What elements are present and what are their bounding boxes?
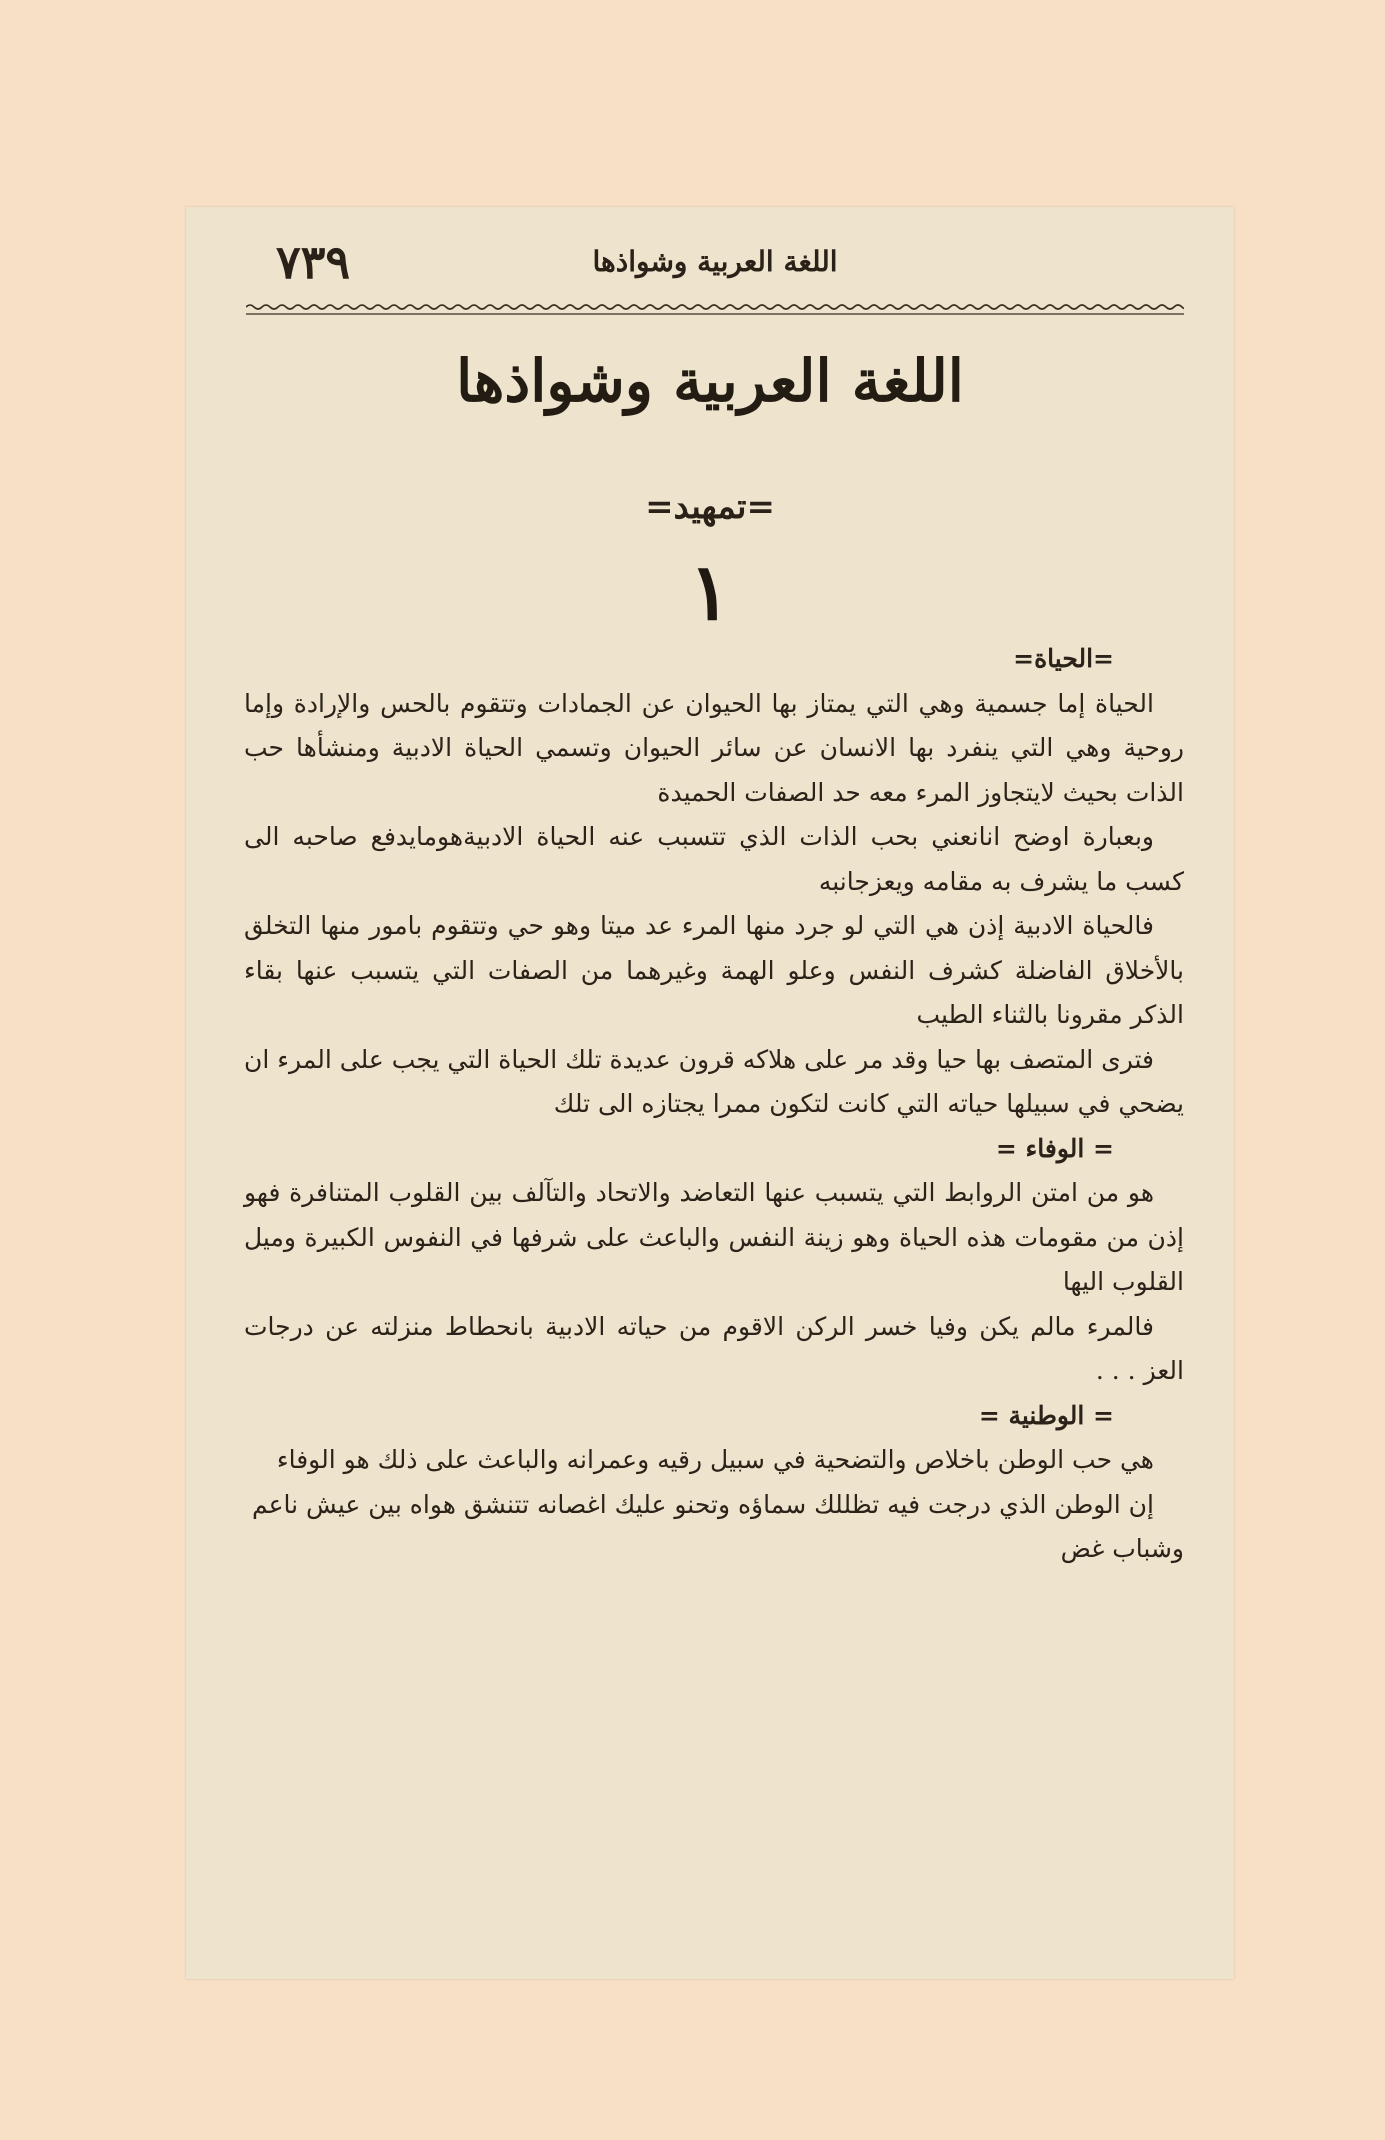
subheading-loyalty: = الوفاء = <box>995 1133 1114 1163</box>
running-title: اللغة العربية وشواذها <box>592 245 838 278</box>
paragraph: هو من امتن الروابط التي يتسبب عنها التعاضد والاتحاد والتآلف بين القلوب المتنافرة فهو إذن من مقومات هذه الحياة وهو زينة النفس والباعث على شرفها في النفوس الكبيرة وميل القلوب اليها <box>244 1178 1184 1296</box>
paragraph: فالمرء مالم يكن وفيا خسر الركن الاقوم من حياته الادبية بانحطاط منزلته عن درجات العز . . . <box>244 1311 1184 1385</box>
subheading-patriotism: = الوطنية = <box>978 1400 1114 1430</box>
paragraph: فالحياة الادبية إذن هي التي لو جرد منها المرء عد ميتا وهو حي وتتقوم بامور منها التخلق بالأخلاق الفاضلة كشرف النفس وعلو الهمة وغيرهما من الصفات التي يتسبب عنها بقاء الذكر مقرونا بالثناء الطيب <box>244 911 1184 1029</box>
body-text <box>244 637 1184 1572</box>
paragraph: هي حب الوطن باخلاص والتضحية في سبيل رقيه وعمرانه والباعث على ذلك هو الوفاء <box>276 1445 1154 1474</box>
page-sheet <box>186 207 1234 1979</box>
wavy-head-rule <box>246 302 1184 316</box>
page-number: ٧٣٩ <box>276 235 351 289</box>
subheading-life: =الحياة= <box>1013 644 1114 673</box>
paragraph: الحياة إما جسمية وهي التي يمتاز بها الحيوان عن الجمادات وتتقوم بالحس والإرادة وإما روحية وهي التي ينفرد بها الانسان عن سائر الحيوان وتسمي الحياة الادبية ومنشأها حب الذات بحيث لايتجاوز المرء معه حد الصفات الحميدة <box>244 688 1184 807</box>
section-label: =تمهيد= <box>645 487 775 527</box>
paragraph: إن الوطن الذي درجت فيه تظللك سماؤه وتحنو عليك اغصانه تتنشق هواه بين عيش ناعم وشباب غض <box>251 1489 1184 1563</box>
running-head <box>246 235 1184 295</box>
section-number: ١ <box>689 547 731 638</box>
article-title: اللغة العربية وشواذها <box>456 347 964 415</box>
paragraph: فترى المتصف بها حيا وقد مر على هلاكه قرون عديدة تلك الحياة التي يجب على المرء ان يضحي في سبيلها حياته التي كانت لتكون ممرا يجتازه الى تلك <box>244 1044 1184 1118</box>
paragraph: وبعبارة اوضح انانعني بحب الذات الذي تتسبب عنه الحياة الادبيةهومايدفع صاحبه الى كسب ما يشرف به مقامه ويعزجانبه <box>244 822 1184 896</box>
